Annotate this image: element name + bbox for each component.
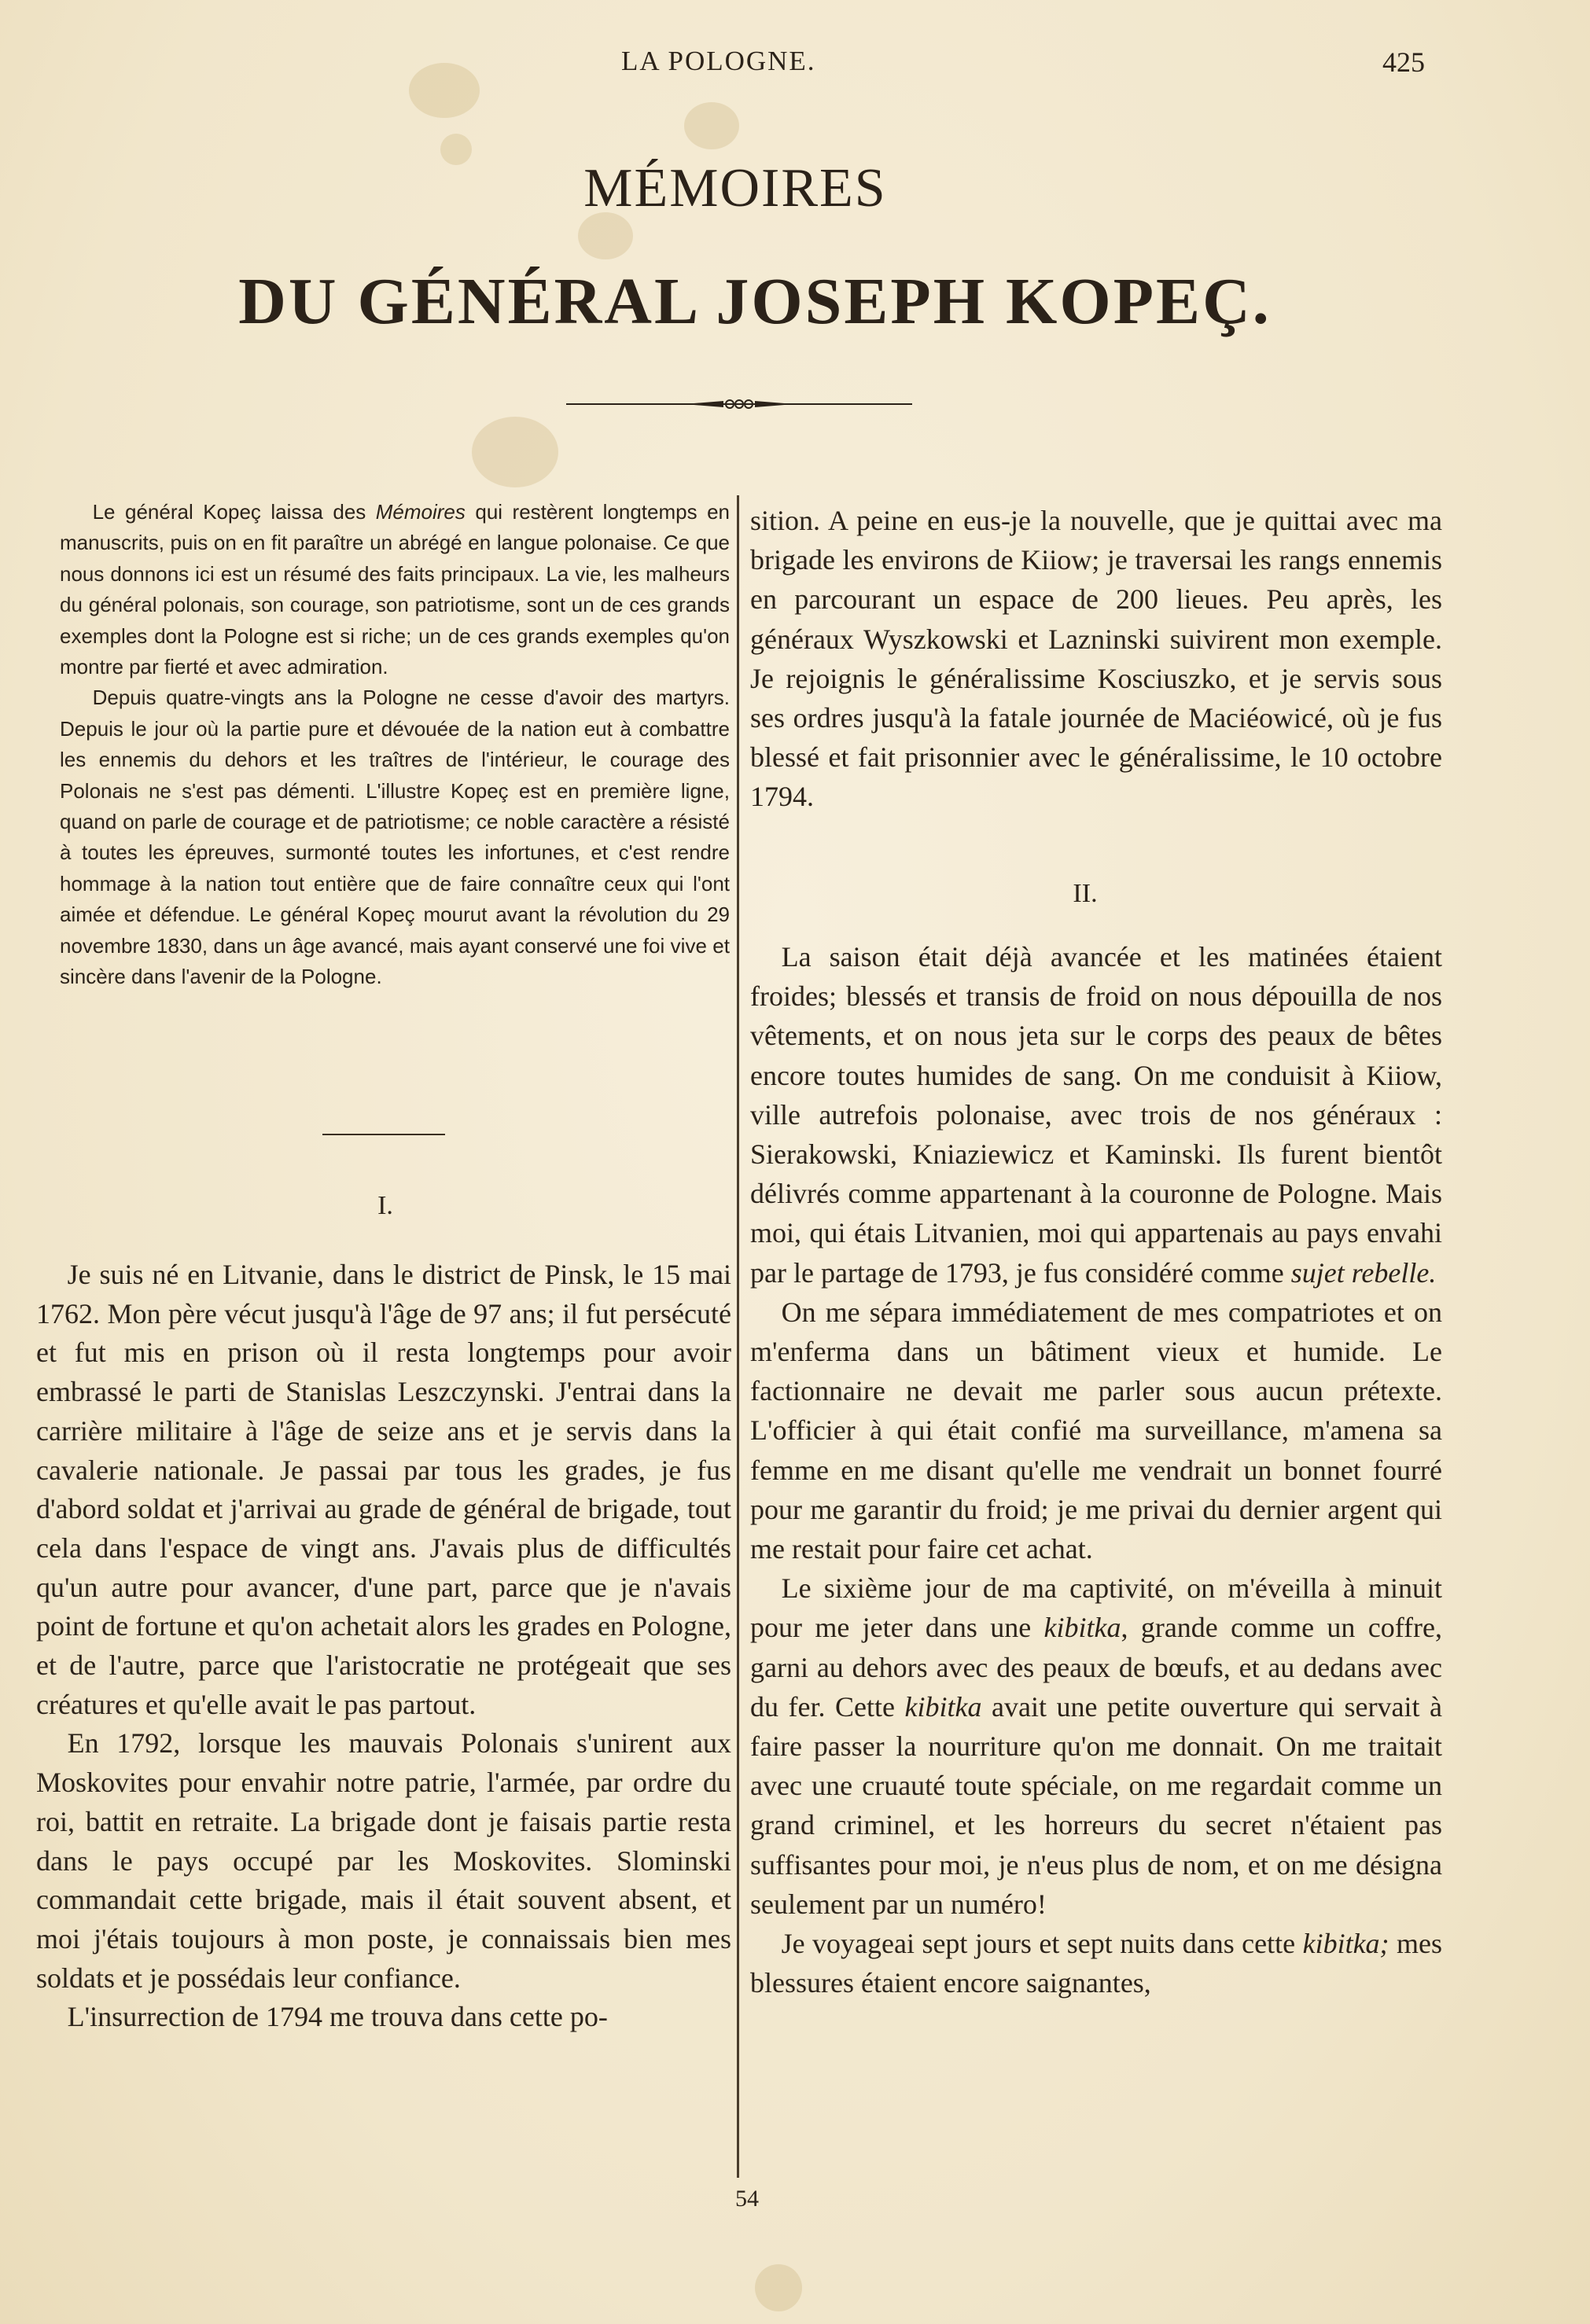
section-1-paragraph-3-continued: sition. A peine en eus-je la nouvelle, que je quittai avec ma brigade les environs de Kiiow; je traversai les rangs ennemis en parcourant un espace de 200 lieues. Peu après, les généraux Wyszkowski et Lazninski suivirent mon exemple. Je rejoignis le généralissime Kosciuszko, et je servis sous ses ordres jusqu'à la fatale journée de Maciéowicé, où je fus blessé et fait prisonnier avec le généralissime, le 10 octobre 1794. [750,505,1442,813]
section-1-continuation [750,501,1442,817]
article-title-line1: MÉMOIRES [583,158,887,219]
printer-signature: 54 [735,2186,759,2212]
section-1-paragraph-3: L'insurrection de 1794 me trouva dans cette po- [67,2001,608,2033]
section-2-paragraph-4: Je voyageai sept jours et sept nuits dans cette kibitka; mes blessures étaient encore saignantes, [750,1928,1442,1999]
column-rule [737,495,739,2178]
section-1-paragraph-2: En 1792, lorsque les mauvais Polonais s'unirent aux Moskovites pour envahir notre patrie, l'armée, par ordre du roi, battit en retraite. La brigade dont je faisais partie resta dans le pays occupé par les Moskovites. Slominski commandait cette brigade, mais il était souvent absent, et moi j'étais toujours à mon poste, je connaissais bien mes soldats et je possédais leur confiance. [36,1727,731,1994]
intro-paragraph-2: Depuis quatre-vingts ans la Pologne ne cesse d'avoir des martyrs. Depuis le jour où la partie pure et dévouée de la nation eut à combattre les ennemis du dehors et les traîtres de l'intérieur, le courage des Polonais ne s'est pas démenti. L'illustre Kopeç est en première ligne, quand on parle de courage et de patriotisme; ce noble caractère a résisté à toutes les épreuves, surmonté toutes les infortunes, et c'est rendre hommage à la nation tout entière que de faire connaître ceux qui l'ont aimée et défendue. Le général Kopeç mourut avant la révolution du 29 novembre 1830, dans un âge avancé, mais ayant conservé une foi vive et sincère dans l'avenir de la Pologne. [60,686,730,989]
section-2-paragraph-3: Le sixième jour de ma captivité, on m'éveilla à minuit pour me jeter dans une kibitka, grande comme un coffre, garni au dehors avec des peaux de bœufs, et au dedans avec du fer. Cette kibitka avait une petite ouverture qui servait à faire passer la nourriture qu'on me donnait. On me traitait avec une cruauté toute spéciale, on me regardait comme un grand criminel, et les horreurs du secret n'étaient pas suffisantes pour moi, je n'eus plus de nom, et on me désigna seulement par un numéro! [750,1572,1442,1920]
section-2-column [750,937,1442,2002]
page-number: 425 [1382,46,1425,78]
introduction [60,497,730,993]
intro-paragraph-1: Le général Kopeç laissa des Mémoires qui restèrent longtemps en manuscrits, puis on en fit paraître un abrégé en langue polonaise. Ce que nous donnons ici est un résumé des faits principaux. La vie, les malheurs du général polonais, son courage, son patriotisme, sont un de ces grands exemples dont la Pologne est si riche; un de ces grands exemples qu'on montre par fierté et avec admiration. [60,500,730,679]
paper-stain [755,2264,802,2311]
paper-stain [472,417,558,487]
paper-stain [684,102,739,149]
title-ornament [566,399,912,410]
section-1-left-column [36,1256,731,2037]
article-title-line2: DU GÉNÉRAL JOSEPH KOPEÇ. [238,265,1272,338]
section-2-number: II. [1073,879,1098,908]
running-title: LA POLOGNE. [621,46,816,76]
section-2-paragraph-1: La saison était déjà avancée et les matinées étaient froides; blessés et transis de froid on nous dépouilla de nos vêtements, et on nous jeta sur le corps des peaux de bêtes encore toutes humides de sang. On me conduisit à Kiiow, ville autrefois polonaise, avec trois de nos généraux : Sierakowski, Kniaziewicz et Kaminski. Ils furent bientôt délivrés comme appartenant à la couronne de Pologne. Mais moi, qui étais Litvanien, moi qui appartenais au pays envahi par le partage de 1793, je fus considéré comme sujet rebelle. [750,941,1442,1289]
section-divider [322,1134,445,1135]
paper-stain [409,63,480,118]
section-1-number: I. [377,1191,393,1220]
section-1-paragraph-1: Je suis né en Litvanie, dans le district de Pinsk, le 15 mai 1762. Mon père vécut jusqu'à l'âge de 97 ans; il fut persécuté et fut mis en prison où il resta longtemps pour avoir embrassé le parti de Stanislas Leszczynski. J'entrai dans la carrière militaire à l'âge de seize ans et je servis dans la cavalerie nationale. Je passai par tous les grades, je fus d'abord soldat et j'arrivai au grade de général de brigade, tout cela dans l'espace de vingt ans. J'avais plus de difficultés qu'un autre pour avancer, d'une part, parce que je n'avais point de fortune et qu'on achetait alors les grades en Pologne, et de l'autre, parce que l'aristocratie ne protégeait que ses créatures et qu'elle avait le pas partout. [36,1259,731,1720]
section-2-paragraph-2: On me sépara immédiatement de mes compatriotes et on m'enferma dans un bâtiment vieux et humide. Le factionnaire ne devait me parler sous aucun prétexte. L'officier à qui était confié ma surveillance, m'amena sa femme en me disant qu'elle me vendrait un bonnet fourré pour me garantir du froid; je me privai du dernier argent qui me restait pour faire cet achat. [750,1296,1442,1565]
